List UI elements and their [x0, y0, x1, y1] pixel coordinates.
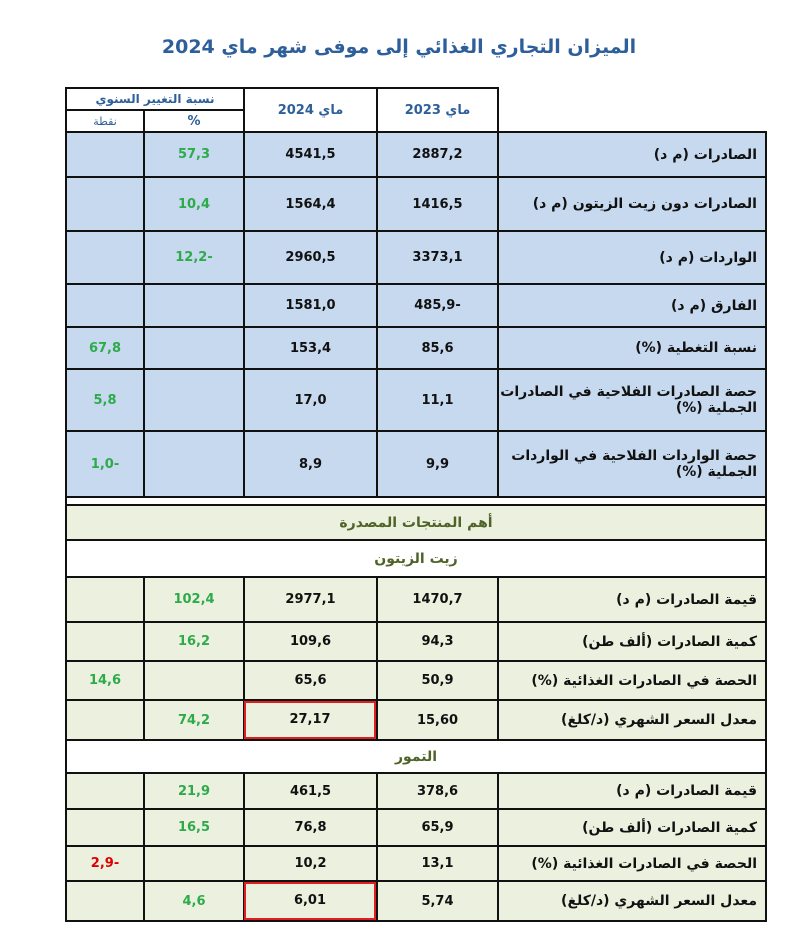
- value-2023: 13,1: [377, 846, 498, 881]
- change-point: 67,8: [66, 327, 144, 369]
- table-row: [66, 846, 766, 881]
- row-label: قيمة الصادرات (م د): [498, 773, 766, 809]
- header-2024: ماي 2024: [244, 88, 377, 132]
- change-point: [66, 773, 144, 809]
- row-label: نسبة التغطية (%): [498, 327, 766, 369]
- row-label: الصادرات دون زيت الزيتون (م د): [498, 177, 766, 231]
- change-pct: 57,3: [144, 132, 244, 177]
- table-row: [66, 881, 766, 921]
- row-label: الحصة في الصادرات الغذائية (%): [498, 846, 766, 881]
- value-2023: 94,3: [377, 622, 498, 661]
- change-point: -2,9: [66, 846, 144, 881]
- highlight-box: 6,01: [244, 882, 376, 920]
- change-pct: [144, 327, 244, 369]
- value-2023: 3373,1: [377, 231, 498, 284]
- header-empty: [498, 88, 766, 132]
- table-row: [66, 132, 766, 177]
- change-point: [66, 284, 144, 327]
- highlight-box: 27,17: [244, 701, 376, 739]
- change-pct: [144, 661, 244, 700]
- change-pct: 21,9: [144, 773, 244, 809]
- change-pct: 10,4: [144, 177, 244, 231]
- table-row: [66, 231, 766, 284]
- value-2024: 109,6: [244, 622, 377, 661]
- change-pct: 16,2: [144, 622, 244, 661]
- value-2023: 2887,2: [377, 132, 498, 177]
- dates-title: التمور: [66, 740, 766, 773]
- header-point: نقطة: [66, 110, 144, 132]
- value-2023: 5,74: [377, 881, 498, 921]
- change-point: [66, 577, 144, 622]
- value-2024: 153,4: [244, 327, 377, 369]
- value-2024: 65,6: [244, 661, 377, 700]
- value-2024: 10,2: [244, 846, 377, 881]
- value-2023: 15,60: [377, 700, 498, 740]
- change-point: [66, 809, 144, 846]
- row-label: حصة الواردات الفلاحية في الواردات الجملية (%): [498, 431, 766, 497]
- table-row: [66, 577, 766, 622]
- value-2024: [244, 881, 377, 921]
- value-2024: 2960,5: [244, 231, 377, 284]
- change-pct: 102,4: [144, 577, 244, 622]
- change-point: [66, 622, 144, 661]
- row-label: كمية الصادرات (ألف طن): [498, 809, 766, 846]
- table-row: [66, 661, 766, 700]
- value-2024: 17,0: [244, 369, 377, 431]
- value-2023: 1470,7: [377, 577, 498, 622]
- olive-oil-title: زيت الزيتون: [66, 540, 766, 577]
- change-point: [66, 231, 144, 284]
- value-2024: 8,9: [244, 431, 377, 497]
- change-point: 14,6: [66, 661, 144, 700]
- value-2024: 461,5: [244, 773, 377, 809]
- table-row: [66, 284, 766, 327]
- row-label: معدل السعر الشهري (د/كلغ): [498, 881, 766, 921]
- change-pct: [144, 431, 244, 497]
- table-row: [66, 773, 766, 809]
- value-2023: 9,9: [377, 431, 498, 497]
- table-row: [66, 622, 766, 661]
- change-point: 5,8: [66, 369, 144, 431]
- change-pct: 74,2: [144, 700, 244, 740]
- value-2023: 378,6: [377, 773, 498, 809]
- value-2024: 4541,5: [244, 132, 377, 177]
- header-pct: %: [144, 110, 244, 132]
- page-title: الميزان التجاري الغذائي إلى موفى شهر ماي 2024: [161, 36, 637, 58]
- value-2024: 1581,0: [244, 284, 377, 327]
- table-row: [66, 177, 766, 231]
- row-label: الحصة في الصادرات الغذائية (%): [498, 661, 766, 700]
- change-point: [66, 700, 144, 740]
- value-2024: 1564,4: [244, 177, 377, 231]
- row-label: قيمة الصادرات (م د): [498, 577, 766, 622]
- row-label: كمية الصادرات (ألف طن): [498, 622, 766, 661]
- change-pct: 16,5: [144, 809, 244, 846]
- change-pct: [144, 369, 244, 431]
- table-row: [66, 369, 766, 431]
- change-point: [66, 177, 144, 231]
- value-2023: 65,9: [377, 809, 498, 846]
- value-2023: -485,9: [377, 284, 498, 327]
- header-2023: ماي 2023: [377, 88, 498, 132]
- change-pct: [144, 846, 244, 881]
- change-pct: [144, 284, 244, 327]
- trade-balance-table: [65, 87, 767, 922]
- value-2024: 2977,1: [244, 577, 377, 622]
- value-2023: 1416,5: [377, 177, 498, 231]
- spacer: [66, 497, 766, 505]
- row-label: الواردات (م د): [498, 231, 766, 284]
- table-row: [66, 809, 766, 846]
- value-2023: 50,9: [377, 661, 498, 700]
- change-point: [66, 132, 144, 177]
- table-row: [66, 431, 766, 497]
- value-2023: 11,1: [377, 369, 498, 431]
- header-annual-change: نسبة التغيير السنوي: [66, 88, 244, 110]
- row-label: الفارق (م د): [498, 284, 766, 327]
- change-pct: 4,6: [144, 881, 244, 921]
- value-2024: 76,8: [244, 809, 377, 846]
- row-label: معدل السعر الشهري (د/كلغ): [498, 700, 766, 740]
- section-title: أهم المنتجات المصدرة: [66, 505, 766, 540]
- change-point: -1,0: [66, 431, 144, 497]
- row-label: الصادرات (م د): [498, 132, 766, 177]
- change-point: [66, 881, 144, 921]
- value-2023: 85,6: [377, 327, 498, 369]
- table-row: [66, 327, 766, 369]
- value-2024: [244, 700, 377, 740]
- row-label: حصة الصادرات الفلاحية في الصادرات الجملية (%): [498, 369, 766, 431]
- change-pct: -12,2: [144, 231, 244, 284]
- table-row: [66, 700, 766, 740]
